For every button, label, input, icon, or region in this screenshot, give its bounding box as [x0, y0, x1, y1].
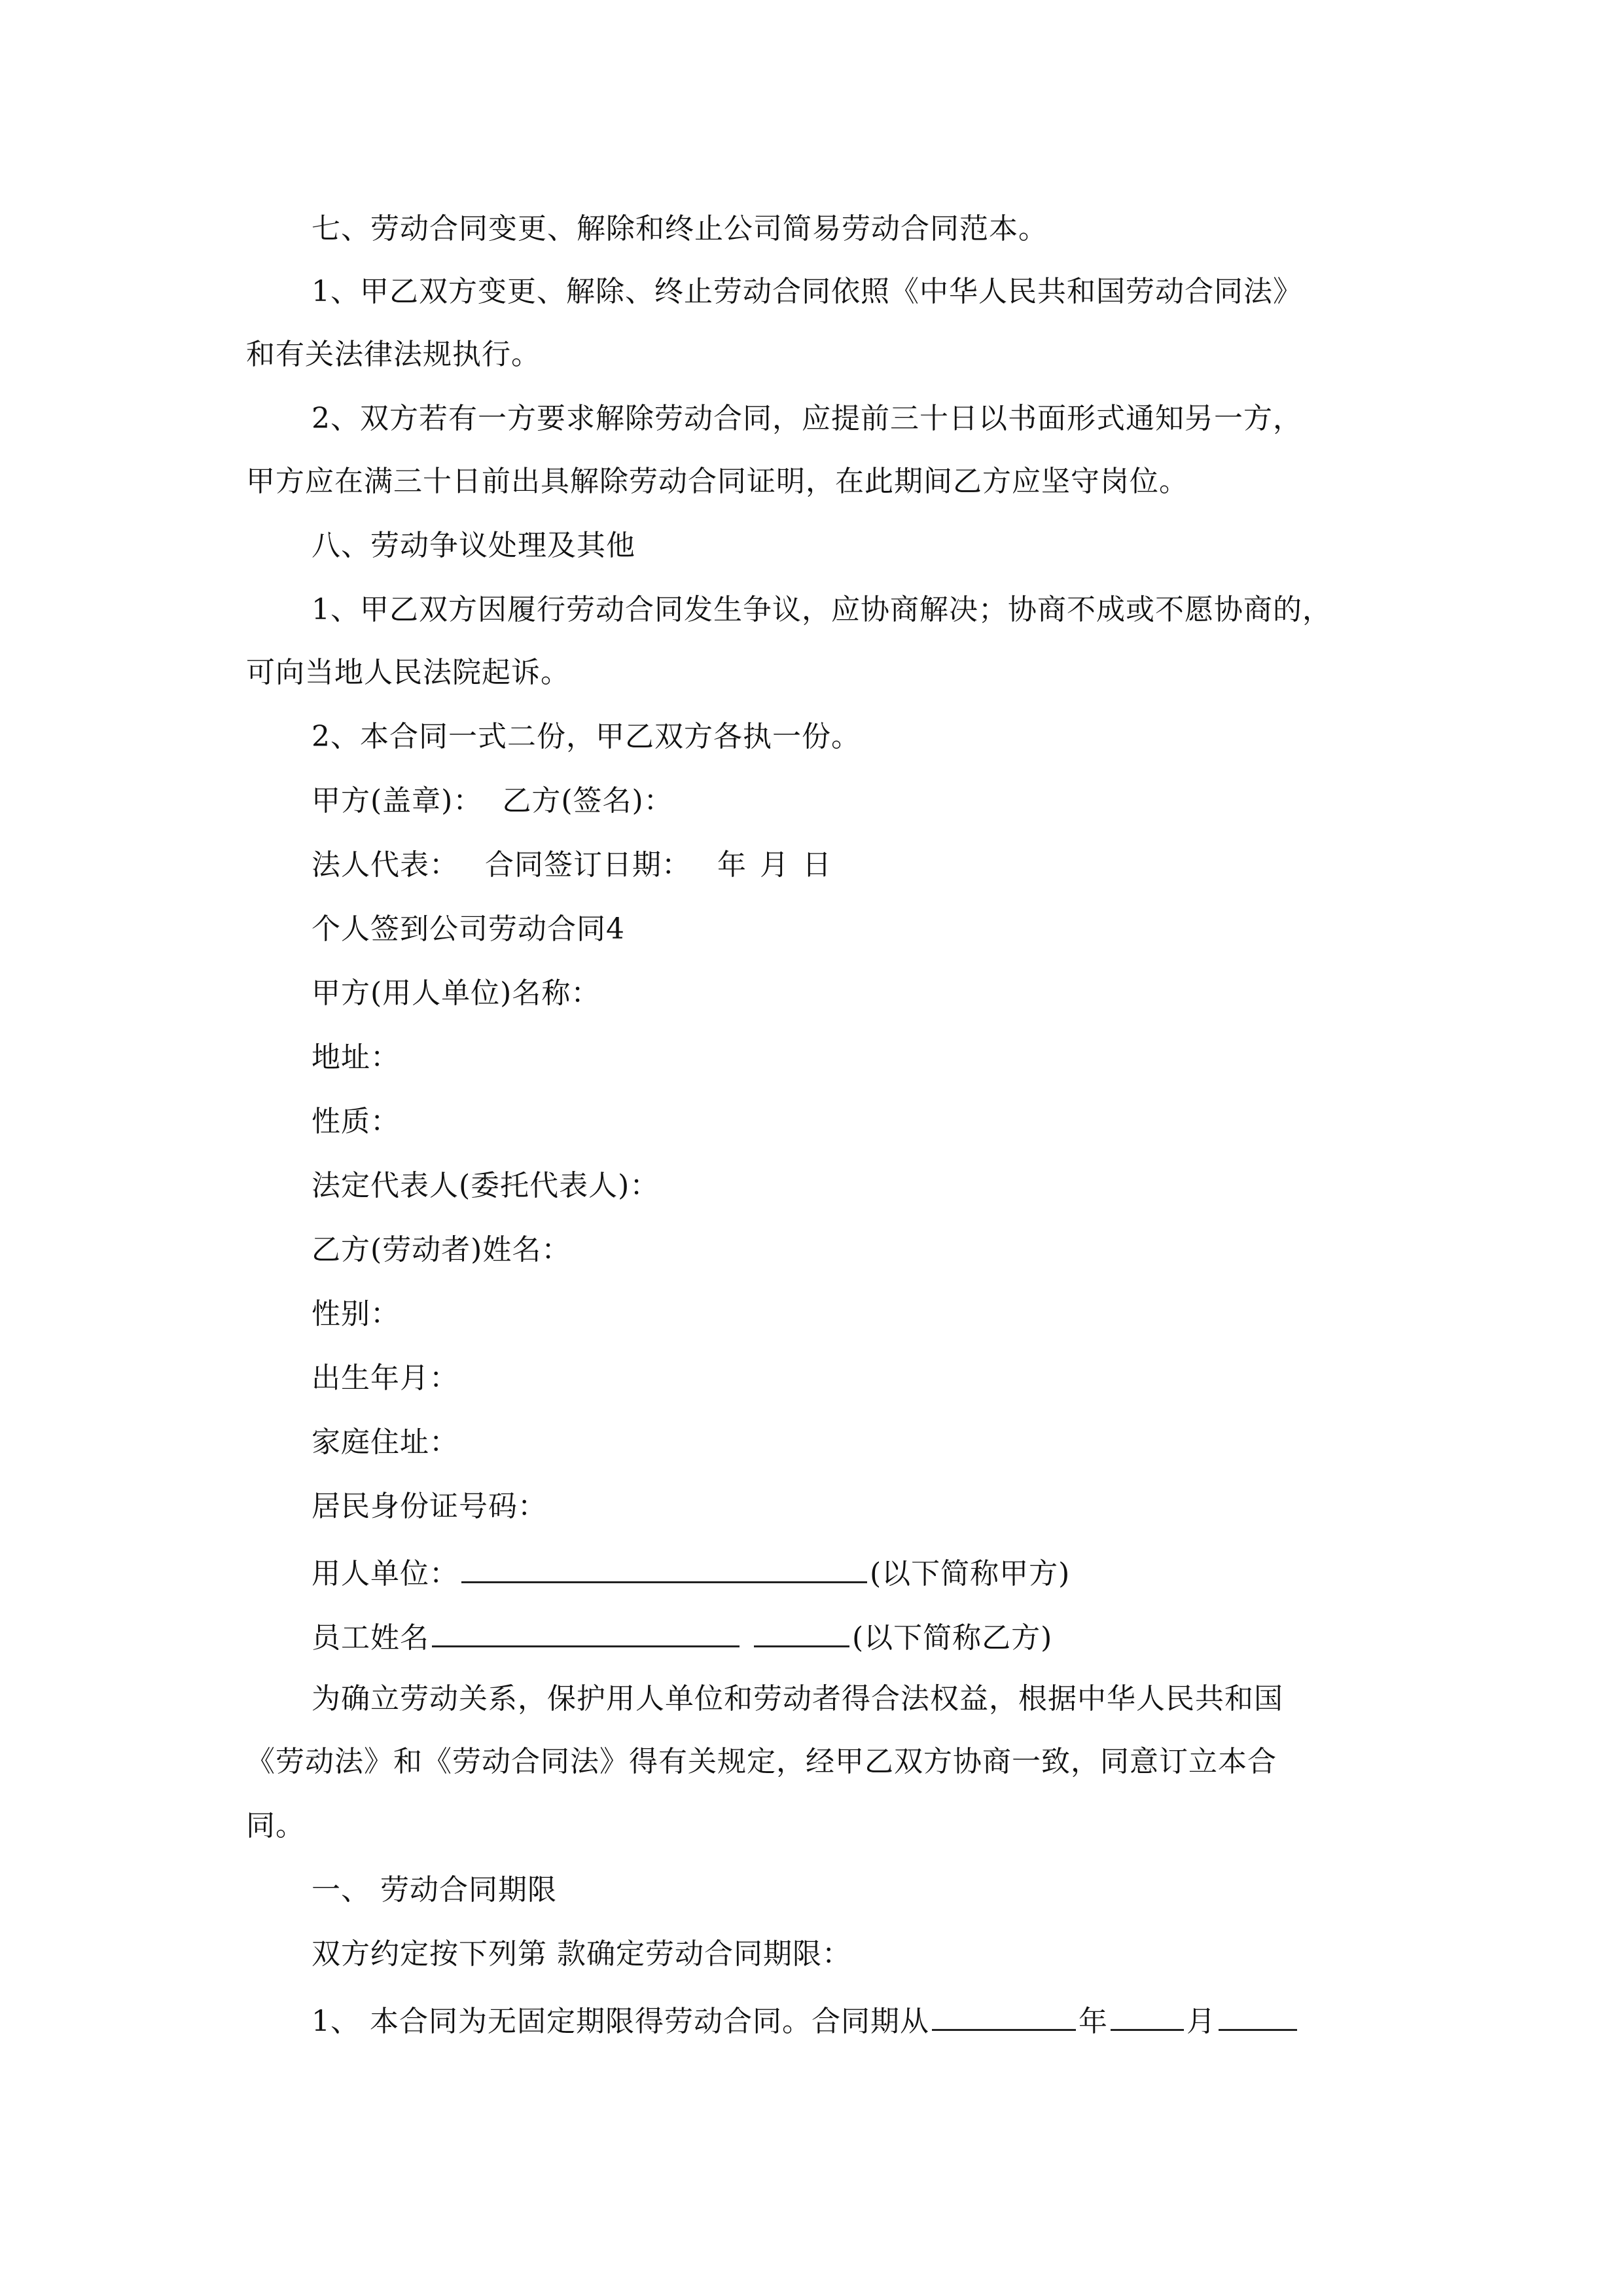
section-heading: 一、 劳动合同期限: [312, 1873, 557, 1907]
employee-line: [312, 1615, 1052, 1658]
paragraph: 和有关法律法规执行。: [246, 338, 541, 371]
term-month-label: 月: [1186, 2005, 1216, 2038]
day-label: 日: [802, 848, 832, 882]
employer-label: 用人单位：: [312, 1557, 459, 1590]
paragraph: 2、本合同一式二份，甲乙双方各执一份。: [312, 720, 861, 753]
term-year-label: 年: [1078, 2005, 1108, 2038]
employee-suffix: (以下简称乙方): [852, 1621, 1053, 1655]
field-gender: 性别：: [312, 1297, 400, 1331]
field-employer-name: 甲方(用人单位)名称：: [312, 977, 601, 1010]
sign-date-label: 合同签订日期：: [485, 848, 691, 882]
party-b-sign-label: 乙方(签名)：: [502, 784, 673, 817]
employee-blank-2[interactable]: [754, 1615, 849, 1647]
section-heading: 八、劳动争议处理及其他: [312, 529, 635, 562]
employer-blank[interactable]: [461, 1551, 867, 1583]
preamble: 《劳动法》和《劳动合同法》得有关规定，经甲乙双方协商一致，同意订立本合: [246, 1745, 1277, 1778]
term-item-text: 1、 本合同为无固定期限得劳动合同。合同期从: [312, 2005, 929, 2038]
year-label: 年: [717, 848, 747, 882]
field-employee-name: 乙方(劳动者)姓名：: [312, 1233, 571, 1266]
field-nature: 性质：: [312, 1105, 400, 1138]
paragraph: 1、甲乙双方变更、解除、终止劳动合同依照《中华人民共和国劳动合同法》: [312, 275, 1302, 308]
field-birth-date: 出生年月：: [312, 1361, 459, 1395]
paragraph: 七、劳动合同变更、解除和终止公司简易劳动合同范本。: [312, 212, 1048, 245]
preamble: 为确立劳动关系，保护用人单位和劳动者得合法权益，根据中华人民共和国: [312, 1682, 1283, 1715]
legal-rep-label: 法人代表：: [312, 848, 459, 882]
employer-suffix: (以下简称甲方): [870, 1557, 1071, 1590]
paragraph: 双方约定按下列第 款确定劳动合同期限：: [312, 1937, 851, 1971]
paragraph: 甲方应在满三十日前出具解除劳动合同证明，在此期间乙方应坚守岗位。: [246, 465, 1188, 498]
paragraph: 可向当地人民法院起诉。: [246, 656, 570, 689]
employee-blank[interactable]: [432, 1615, 740, 1647]
term-year-blank[interactable]: [932, 1999, 1076, 2031]
date-line: [312, 846, 832, 885]
field-legal-representative: 法定代表人(委托代表人)：: [312, 1169, 660, 1202]
month-label: 月: [760, 848, 789, 882]
paragraph: 1、甲乙双方因履行劳动合同发生争议，应协商解决；协商不成或不愿协商的，: [312, 593, 1332, 626]
term-month-blank[interactable]: [1111, 1999, 1184, 2031]
field-home-address: 家庭住址：: [312, 1426, 459, 1459]
employee-label: 员工姓名: [312, 1621, 429, 1655]
preamble: 同。: [246, 1809, 305, 1842]
field-id-number: 居民身份证号码：: [312, 1490, 547, 1523]
employer-line: [312, 1551, 1070, 1594]
contract-title: 个人签到公司劳动合同4: [312, 912, 625, 946]
field-address: 地址：: [312, 1041, 400, 1074]
term-day-blank[interactable]: [1219, 1999, 1297, 2031]
party-a-seal-label: 甲方(盖章)：: [312, 784, 483, 817]
signature-line: [312, 781, 673, 821]
paragraph: 2、双方若有一方要求解除劳动合同，应提前三十日以书面形式通知另一方，: [312, 402, 1302, 435]
term-line: [312, 1999, 1300, 2041]
